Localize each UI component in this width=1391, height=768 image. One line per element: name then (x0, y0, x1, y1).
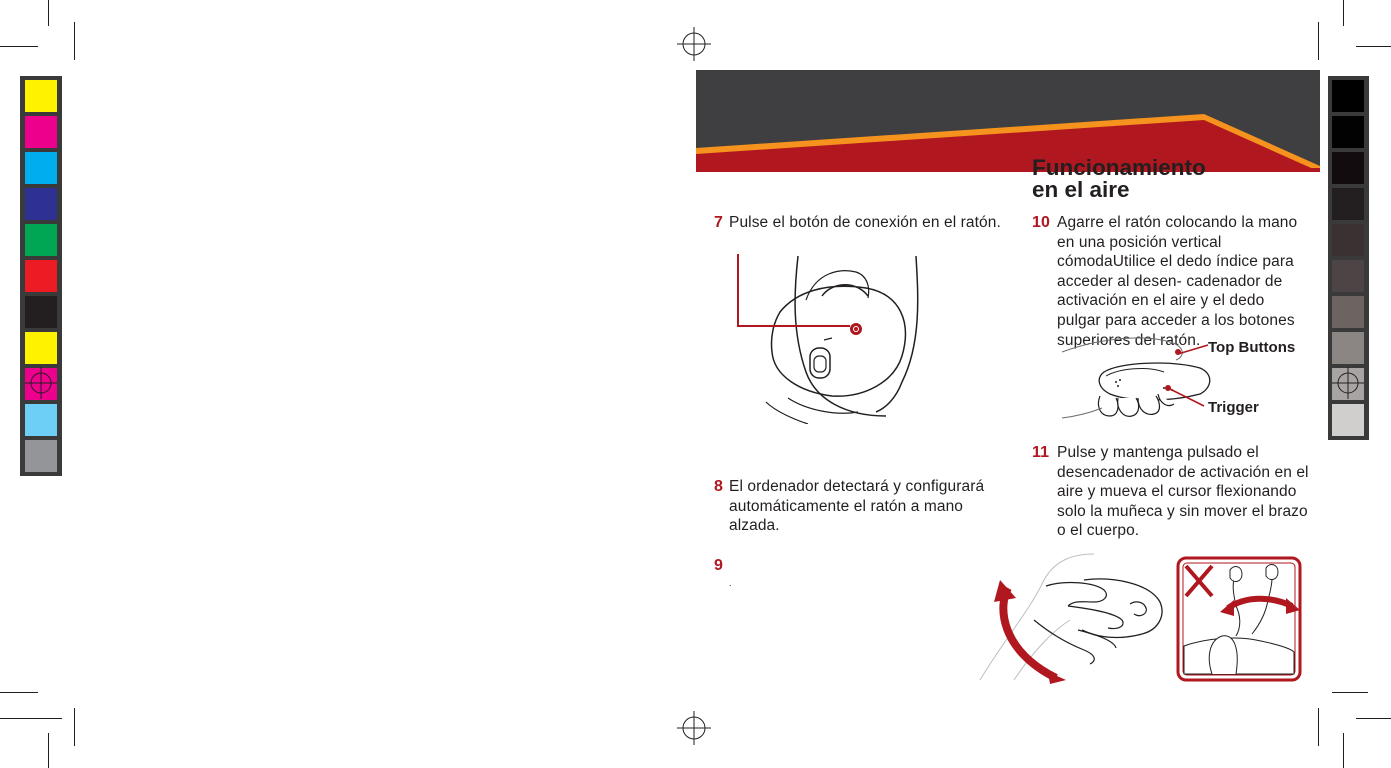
color-swatch (25, 332, 57, 364)
crop-mark (1343, 0, 1344, 26)
crop-mark (1356, 46, 1391, 47)
top-buttons-leader (1176, 342, 1210, 361)
step-text: . (729, 577, 732, 588)
color-swatch (25, 80, 57, 112)
crop-mark (0, 46, 38, 47)
step-text: Pulse el botón de conexión en el ratón. (729, 214, 1001, 231)
gray-swatch (1332, 152, 1364, 184)
gray-swatch (1332, 80, 1364, 112)
crop-mark (1332, 692, 1368, 693)
step-10 (1032, 213, 1312, 350)
step-number: 8 (714, 478, 723, 495)
crop-mark (1356, 718, 1391, 719)
color-swatch (25, 260, 57, 292)
gray-swatch (1332, 116, 1364, 148)
color-bar-left (20, 76, 62, 476)
step-8 (714, 477, 999, 536)
step-number: 7 (714, 214, 723, 231)
trigger-label: Trigger (1208, 399, 1259, 416)
header-white-mask (696, 172, 1320, 173)
color-swatch (25, 296, 57, 328)
section-title-line1: Funcionamiento (1032, 155, 1206, 180)
gray-swatch (1332, 332, 1364, 364)
step-text: Agarre el ratón colocando la mano en una posición vertical cómodaUtilice el dedo índice para acceder al desen- cadenador de activación en el aire y el dedo pulgar para acceder a los botones superiores del ratón. (1057, 214, 1298, 349)
mouse-underside-illustration (736, 252, 956, 429)
gray-swatch (1332, 224, 1364, 256)
color-swatch (25, 188, 57, 220)
registration-mark-top (677, 27, 711, 61)
registration-mark-left (25, 367, 57, 399)
crop-mark (1318, 22, 1319, 60)
color-swatch (25, 152, 57, 184)
step-11 (1032, 443, 1312, 541)
color-swatch (25, 440, 57, 472)
crop-mark (0, 718, 62, 719)
crop-mark (74, 22, 75, 60)
registration-mark-right (1332, 367, 1364, 399)
gray-swatch (1332, 260, 1364, 292)
prohibited-arm-motion-illustration (1176, 556, 1302, 687)
crop-mark (1343, 733, 1344, 768)
gray-swatch (1332, 188, 1364, 220)
step-text: Pulse y mantenga pulsado el desencadenador de activación en el aire y mueva el cursor flexionando solo la muñeca y sin mover el brazo o el cuerpo. (1057, 444, 1309, 540)
crop-mark (48, 733, 49, 768)
step-text: El ordenador detectará y configurará automáticamente el ratón a mano alzada. (729, 478, 985, 535)
crop-mark (48, 0, 49, 26)
section-title (1032, 157, 1206, 201)
gray-swatch (1332, 404, 1364, 436)
gray-swatch (1332, 296, 1364, 328)
step-number: 10 (1032, 214, 1050, 231)
crop-mark (1318, 708, 1319, 746)
color-swatch (25, 224, 57, 256)
trigger-leader (1166, 386, 1206, 415)
section-title-line2: en el aire (1032, 177, 1130, 202)
step-number: 9 (714, 557, 723, 574)
step-7 (714, 213, 1004, 233)
step-9 (714, 556, 999, 590)
color-swatch (25, 116, 57, 148)
top-buttons-label: Top Buttons (1208, 339, 1296, 356)
color-swatch (25, 404, 57, 436)
registration-mark-bottom (677, 711, 711, 745)
crop-mark (0, 692, 38, 693)
crop-mark (74, 708, 75, 746)
step-number: 11 (1032, 444, 1050, 461)
wrist-motion-illustration (974, 550, 1170, 689)
header-banner (696, 70, 1320, 180)
